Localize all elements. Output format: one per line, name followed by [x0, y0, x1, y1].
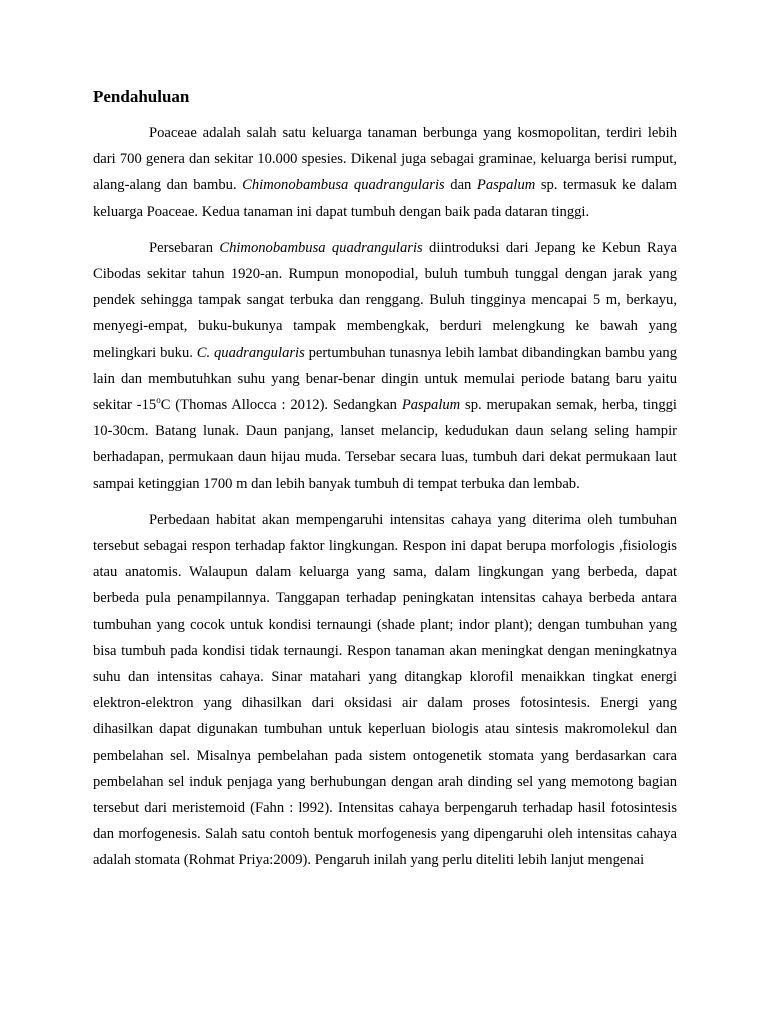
p1-text-1: Poaceae adalah salah satu keluarga tanaman berbunga yang kosmopolitan, terdiri lebih dari 700 genera dan sekitar 10.000 spesies. Dikenal juga sebagai graminae, keluarga berisi rumput, alang-alang dan bambu. [93, 125, 677, 194]
p2-text-5: sp. merupakan semak, herba, tinggi 10-30cm. Batang lunak. Daun panjang, lanset melancip, kedudukan daun selang seling hampir berhadapan, permukaan daun hijau muda. Tersebar secara luas, tumbuh dari dekat permukaan laut sampai ketinggian 1700 m dan lebih banyak tumbuh di tempat terbuka dan lembab. [93, 397, 677, 492]
p2-text-3: pertumbuhan tunasnya lebih lambat dibandingkan bambu yang lain dan membutuhkan suhu yang benar-benar dingin untuk memulai periode batang baru yaitu sekitar -15 [93, 344, 677, 414]
p2-species-chimonobambusa: Chimonobambusa quadrangularis [219, 239, 423, 256]
p2-text-4: C (Thomas Allocca : 2012). Sedangkan [160, 397, 402, 414]
p1-species-chimonobambusa: Chimonobambusa quadrangularis [242, 177, 445, 194]
p2-degree-superscript: o [156, 395, 161, 406]
paragraph-2 [93, 235, 677, 497]
paragraph-3 [93, 507, 677, 874]
p2-species-c-quadrangularis: C. quadrangularis [196, 344, 305, 361]
p2-species-paspalum: Paspalum [401, 397, 461, 414]
document-page [93, 84, 677, 884]
p1-text-3: sp. termasuk ke dalam keluarga Poaceae. Kedua tanaman ini dapat tumbuh dengan baik pada dataran tinggi. [93, 177, 678, 220]
p1-text-2: dan [444, 177, 477, 194]
p2-text-2: diintroduksi dari Jepang ke Kebun Raya Cibodas sekitar tahun 1920-an. Rumpun monopodial, buluh tumbuh tunggal dengan jarak yang pendek sehingga tampak sangat terbuka dan renggang. Buluh tingginya mencapai 5 m, berkayu, menyegi-empat, buku-bukunya tampak membengkak, berduri melengkung ke bawah yang melingkari buku. [93, 239, 678, 361]
section-heading: Pendahuluan [93, 87, 190, 106]
p3-text: Perbedaan habitat akan mempengaruhi intensitas cahaya yang diterima oleh tumbuhan tersebut sebagai respon terhadap faktor lingkungan. Respon ini dapat berupa morfologis ,fisiologis atau anatomis. Walaupun dalam keluarga yang sama, dalam lingkungan yang berbeda, dapat berbeda pula penampilannya. Tanggapan terhadap peningkatan intensitas cahaya berbeda antara tumbuhan yang cocok untuk kondisi ternaungi (shade plant; indor plant); dengan tumbuhan yang bisa tumbuh pada kondisi tidak ternaungi. Respon tanaman akan meningkat dengan meningkatnya suhu dan intensitas cahaya. Sinar matahari yang ditangkap klorofil menaikkan tingkat energi elektron-elektron yang dihasilkan dari oksidasi air dalam proses fotosintesis. Energi yang dihasilkan dapat digunakan tumbuhan untuk keperluan biologis atau sintesis makromolekul dan pembelahan sel. Misalnya pembelahan pada sistem ontogenetik stomata yang berdasarkan cara pembelahan sel induk penjaga yang berhubungan dengan arah dinding sel yang memotong bagian tersebut dari meristemoid (Fahn : l992). Intensitas cahaya berpengaruh terhadap hasil fotosintesis dan morfogenesis. Salah satu contoh bentuk morfogenesis yang dipengaruhi oleh intensitas cahaya adalah stomata (Rohmat Priya:2009). Pengaruh inilah yang perlu diteliti lebih lanjut mengenai [93, 511, 677, 869]
p1-species-paspalum: Paspalum [476, 177, 536, 194]
paragraph-1 [93, 120, 677, 225]
p2-text-1: Persebaran [149, 239, 220, 256]
